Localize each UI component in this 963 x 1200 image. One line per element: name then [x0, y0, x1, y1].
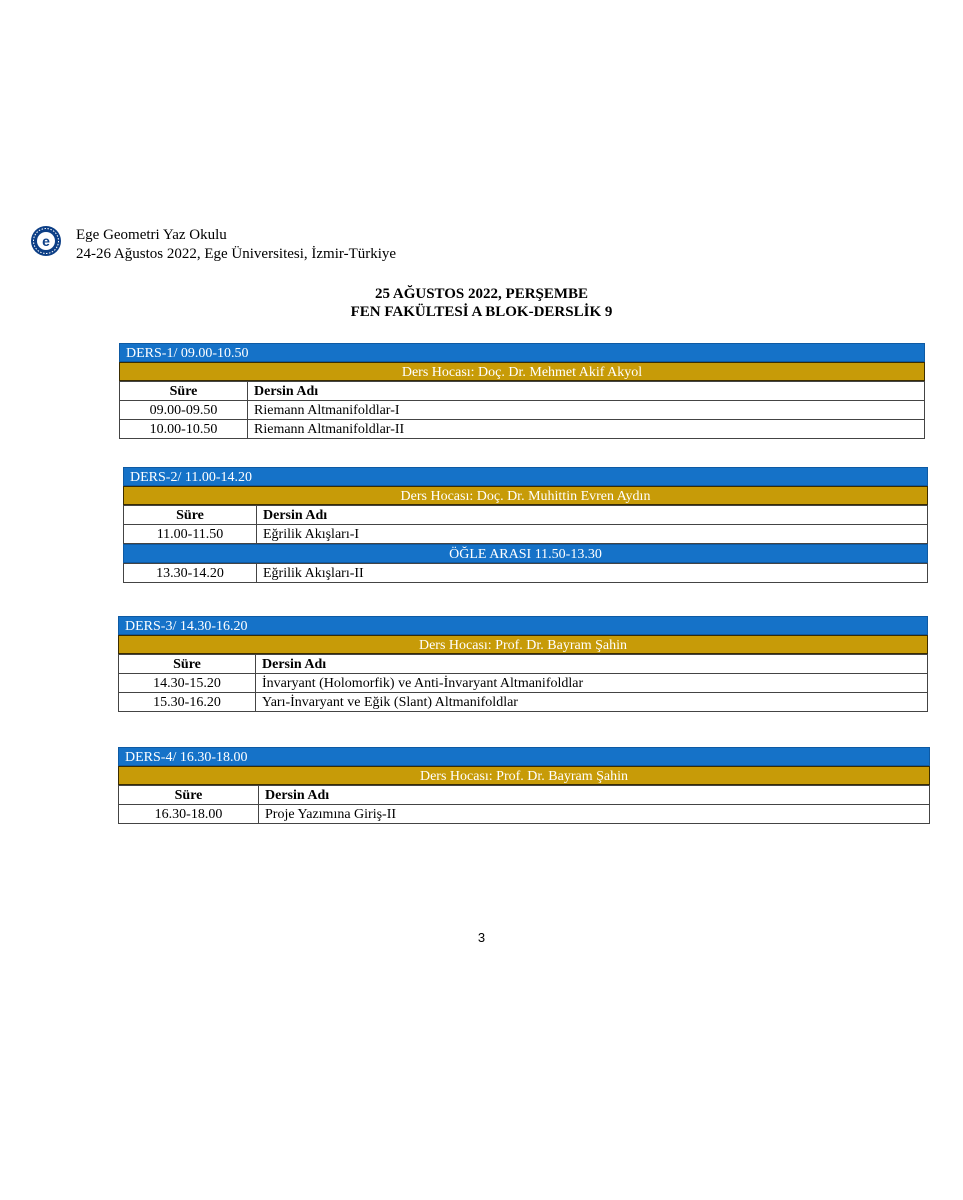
lesson-time: 09.00-09.50	[120, 401, 248, 420]
title-location: FEN FAKÜLTESİ A BLOK-DERSLİK 9	[350, 304, 613, 320]
title-date: 25 AĞUSTOS 2022, PERŞEMBE	[374, 286, 589, 302]
lesson-time: 13.30-14.20	[124, 564, 257, 583]
lesson-name: Proje Yazımına Giriş-II	[259, 805, 930, 824]
lesson-table	[123, 505, 928, 544]
column-header-time: Süre	[119, 655, 256, 674]
table-row	[119, 693, 928, 712]
table-row	[120, 420, 925, 439]
page-number: 3	[477, 930, 486, 945]
table-header-row	[124, 506, 928, 525]
page-title	[0, 285, 963, 321]
session-label: DERS-2/ 11.00-14.20	[123, 467, 928, 486]
teacher-label: Ders Hocası: Prof. Dr. Bayram Şahin	[118, 635, 928, 654]
document-header	[76, 226, 396, 264]
session-block-1	[119, 343, 925, 439]
column-header-name: Dersin Adı	[257, 506, 928, 525]
lesson-name: Eğrilik Akışları-I	[257, 525, 928, 544]
table-row	[124, 564, 928, 583]
teacher-label: Ders Hocası: Prof. Dr. Bayram Şahin	[118, 766, 930, 785]
table-row	[124, 525, 928, 544]
lesson-time: 14.30-15.20	[119, 674, 256, 693]
school-name: Ege Geometri Yaz Okulu	[76, 227, 227, 243]
lesson-name: Riemann Altmanifoldlar-I	[248, 401, 925, 420]
lunch-break-bar: ÖĞLE ARASI 11.50-13.30	[123, 544, 928, 563]
lesson-table	[123, 563, 928, 583]
lesson-table	[119, 381, 925, 439]
svg-text:e: e	[42, 233, 50, 249]
lesson-time: 16.30-18.00	[119, 805, 259, 824]
column-header-name: Dersin Adı	[259, 786, 930, 805]
lesson-time: 11.00-11.50	[124, 525, 257, 544]
university-logo	[30, 225, 62, 257]
session-block-3	[118, 616, 928, 712]
session-block-4	[118, 747, 930, 824]
teacher-label: Ders Hocası: Doç. Dr. Muhittin Evren Aydın	[123, 486, 928, 505]
event-info: 24-26 Ağustos 2022, Ege Üniversitesi, İzmir-Türkiye	[76, 246, 397, 262]
column-header-time: Süre	[119, 786, 259, 805]
table-header-row	[119, 786, 930, 805]
lesson-name: Yarı-İnvaryant ve Eğik (Slant) Altmanifoldlar	[256, 693, 928, 712]
lesson-table	[118, 654, 928, 712]
lesson-name: Riemann Altmanifoldlar-II	[248, 420, 925, 439]
lesson-name: Eğrilik Akışları-II	[257, 564, 928, 583]
lesson-name: İnvaryant (Holomorfik) ve Anti-İnvaryant Altmanifoldlar	[256, 674, 928, 693]
session-block-2	[123, 467, 928, 583]
lesson-time: 10.00-10.50	[120, 420, 248, 439]
table-header-row	[120, 382, 925, 401]
column-header-name: Dersin Adı	[256, 655, 928, 674]
table-row	[119, 805, 930, 824]
session-label: DERS-3/ 14.30-16.20	[118, 616, 928, 635]
column-header-name: Dersin Adı	[248, 382, 925, 401]
table-row	[119, 674, 928, 693]
lesson-time: 15.30-16.20	[119, 693, 256, 712]
lesson-table	[118, 785, 930, 824]
table-header-row	[119, 655, 928, 674]
table-row	[120, 401, 925, 420]
session-label: DERS-4/ 16.30-18.00	[118, 747, 930, 766]
column-header-time: Süre	[120, 382, 248, 401]
session-label: DERS-1/ 09.00-10.50	[119, 343, 925, 362]
teacher-label: Ders Hocası: Doç. Dr. Mehmet Akif Akyol	[119, 362, 925, 381]
column-header-time: Süre	[124, 506, 257, 525]
